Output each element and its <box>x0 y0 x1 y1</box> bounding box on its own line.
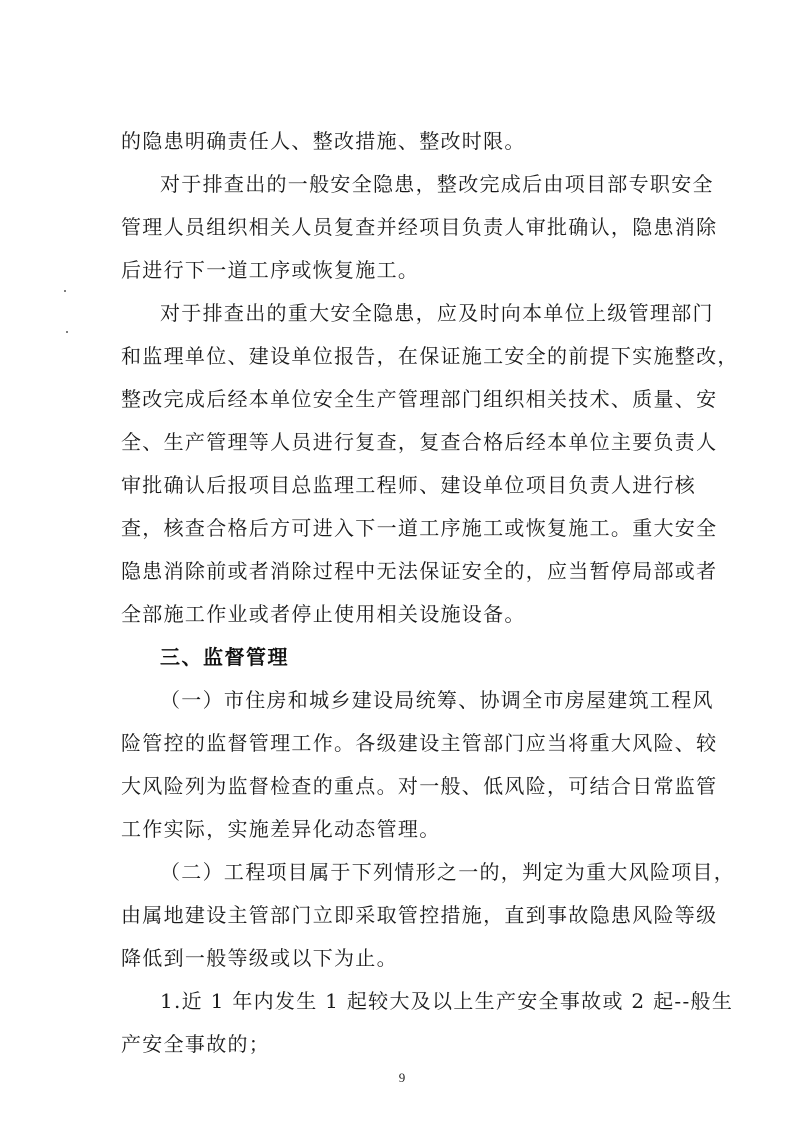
text-line-16: 大风险列为监督检查的重点。对一般、低风险，可结合日常监管 <box>121 774 718 798</box>
scan-speck <box>64 290 66 292</box>
text-line-19: 由属地建设主管部门立即采取管控措施，直到事故隐患风险等级 <box>121 903 718 927</box>
text-line-9: 审批确认后报项目总监理工程师、建设单位项目负责人进行核 <box>121 473 697 497</box>
text-line-3: 管理人员组织相关人员复查并经项目负责人审批确认，隐患消除 <box>121 215 718 239</box>
text-line-18: （二）工程项目属于下列情形之一的，判定为重大风险项目， <box>160 860 736 884</box>
text-line-4: 后进行下一道工序或恢复施工。 <box>121 258 420 282</box>
text-line-15: 险管控的监督管理工作。各级建设主管部门应当将重大风险、较 <box>121 731 718 755</box>
text-line-22: 产安全事故的； <box>121 1032 271 1056</box>
text-line-7: 整改完成后经本单位安全生产管理部门组织相关技术、质量、安 <box>121 387 718 411</box>
text-line-17: 工作实际，实施差异化动态管理。 <box>121 817 441 841</box>
text-line-5: 对于排查出的重大安全隐患，应及时向本单位上级管理部门 <box>160 301 714 325</box>
text-line-12: 全部施工作业或者停止使用相关设施设备。 <box>121 602 526 626</box>
page-number: 9 <box>398 1070 406 1085</box>
text-line-14: （一）市住房和城乡建设局统筹、协调全市房屋建筑工程风 <box>160 688 714 712</box>
text-line-11: 隐患消除前或者消除过程中无法保证安全的，应当暂停局部或者 <box>121 559 718 583</box>
scan-speck <box>66 331 68 333</box>
text-line-20: 降低到一般等级或以下为止。 <box>121 946 398 970</box>
text-line-21: 1.近 1 年内发生 1 起较大及以上生产安全事故或 2 起--般生 <box>160 989 734 1013</box>
text-line-10: 查，核查合格后方可进入下一道工序施工或恢复施工。重大安全 <box>121 516 718 540</box>
section-heading: 三、监督管理 <box>160 645 289 669</box>
text-line-2: 对于排查出的一般安全隐患，整改完成后由项目部专职安全 <box>160 172 714 196</box>
text-line-1: 的隐患明确责任人、整改措施、整改时限。 <box>121 129 526 153</box>
text-line-8: 全、生产管理等人员进行复查，复查合格后经本单位主要负责人 <box>121 430 718 454</box>
text-line-6: 和监理单位、建设单位报告，在保证施工安全的前提下实施整改， <box>121 344 739 368</box>
